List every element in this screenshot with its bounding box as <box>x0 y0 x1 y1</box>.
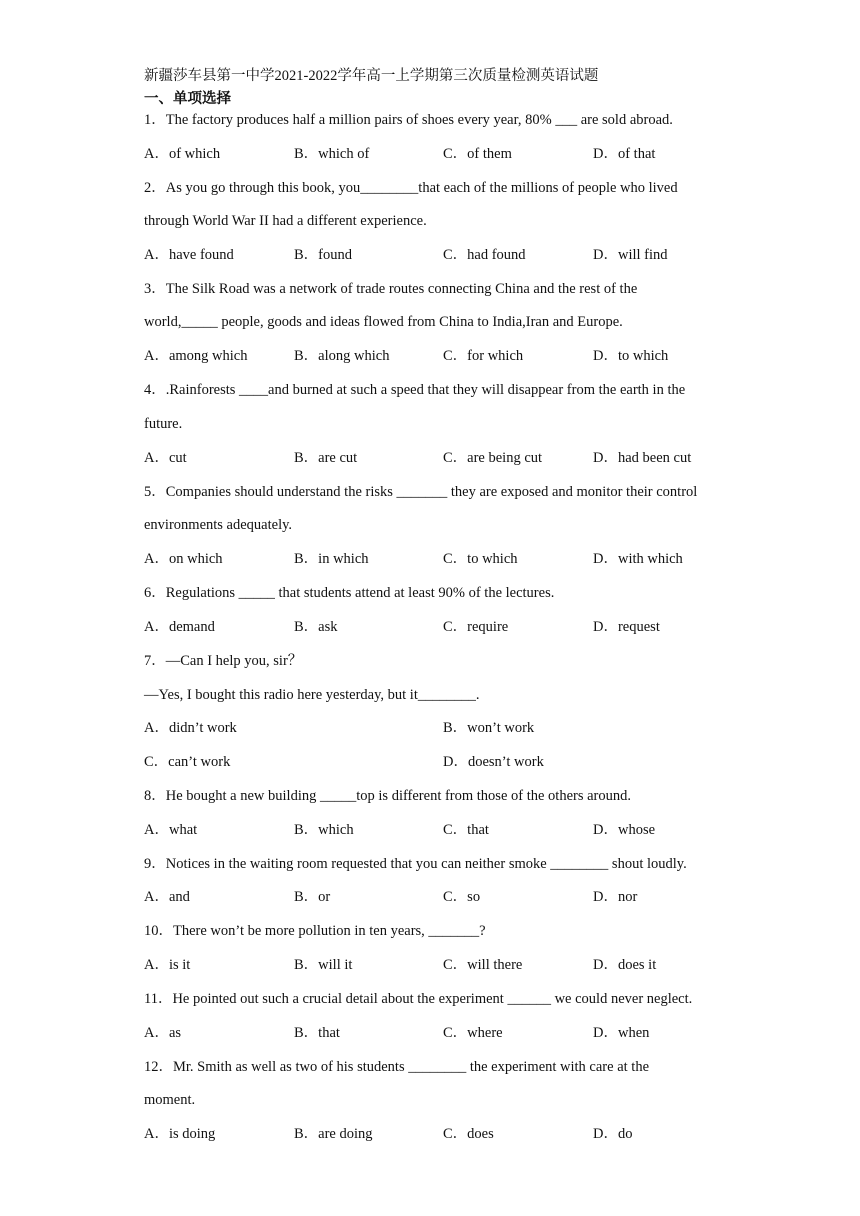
question-7-option: C．can’t work <box>144 754 231 770</box>
question-2-text: through World War II had a different experience. <box>144 213 427 229</box>
question-4-option: B．are cut <box>294 450 358 466</box>
question-1-text: 1．The factory produces half a million pairs of shoes every year, 80% ___ are sold abroad. <box>144 112 673 128</box>
question-2-option: C．had found <box>443 247 526 263</box>
question-6-option: D．request <box>593 619 660 635</box>
question-3-text: world,_____ people, goods and ideas flowed from China to India,Iran and Europe. <box>144 314 623 330</box>
question-5-option: D．with which <box>593 551 683 567</box>
question-4-option: A．cut <box>144 450 187 466</box>
question-10-option: D．does it <box>593 957 657 973</box>
question-4-option: D．had been cut <box>593 450 692 466</box>
question-5-text: environments adequately. <box>144 517 293 533</box>
question-1-option: C．of them <box>443 146 512 162</box>
question-5-text: 5．Companies should understand the risks _______ they are exposed and monitor their control <box>144 484 698 500</box>
question-12-option: B．are doing <box>294 1126 373 1142</box>
question-9-option: B．or <box>294 889 331 905</box>
question-4-option: C．are being cut <box>443 450 543 466</box>
question-9-option: D．nor <box>593 889 638 905</box>
question-8-option: B．which <box>294 822 354 838</box>
question-1-option: A．of which <box>144 146 221 162</box>
question-10-option: C．will there <box>443 957 523 973</box>
question-2-text: 2．As you go through this book, you________that each of the millions of people who lived <box>144 180 678 196</box>
question-1-option: D．of that <box>593 146 656 162</box>
question-12-text: 12．Mr. Smith as well as two of his students ________ the experiment with care at the <box>144 1059 650 1075</box>
question-5-option: A．on which <box>144 551 223 567</box>
question-3-option: B．along which <box>294 348 390 364</box>
question-4-text: future. <box>144 416 183 432</box>
question-12-option: D．do <box>593 1126 633 1142</box>
question-2-option: A．have found <box>144 247 234 263</box>
question-8-option: C．that <box>443 822 489 838</box>
question-7-text: 7．—Can I help you, sir？ <box>144 653 303 669</box>
question-3-option: D．to which <box>593 348 669 364</box>
question-5-option: C．to which <box>443 551 518 567</box>
question-7-option: D．doesn’t work <box>443 754 544 770</box>
question-11-option: B．that <box>294 1025 340 1041</box>
question-5-option: B．in which <box>294 551 369 567</box>
question-9-option: C．so <box>443 889 481 905</box>
question-11-option: D．when <box>593 1025 650 1041</box>
question-3-option: A．among which <box>144 348 248 364</box>
question-6-option: A．demand <box>144 619 215 635</box>
question-4-text: 4．.Rainforests ____and burned at such a speed that they will disappear from the earth in the <box>144 382 686 398</box>
question-9-option: A．and <box>144 889 190 905</box>
page-title: 新疆莎车县第一中学2021-2022学年高一上学期第三次质量检测英语试题 <box>144 68 599 84</box>
question-2-option: B．found <box>294 247 352 263</box>
question-11-option: A．as <box>144 1025 182 1041</box>
question-11-option: C．where <box>443 1025 503 1041</box>
question-11-text: 11．He pointed out such a crucial detail about the experiment ______ we could never neglect. <box>144 991 693 1007</box>
question-6-text: 6．Regulations _____ that students attend at least 90% of the lectures. <box>144 585 555 601</box>
question-8-option: A．what <box>144 822 198 838</box>
question-6-option: C．require <box>443 619 509 635</box>
question-7-option: A．didn’t work <box>144 720 237 736</box>
question-3-text: 3．The Silk Road was a network of trade routes connecting China and the rest of the <box>144 281 638 297</box>
question-1-option: B．which of <box>294 146 370 162</box>
question-10-option: B．will it <box>294 957 353 973</box>
question-3-option: C．for which <box>443 348 524 364</box>
question-10-option: A．is it <box>144 957 191 973</box>
question-2-option: D．will find <box>593 247 668 263</box>
question-8-option: D．whose <box>593 822 656 838</box>
question-12-option: C．does <box>443 1126 494 1142</box>
question-10-text: 10．There won’t be more pollution in ten years, _______? <box>144 923 486 939</box>
question-7-option: B．won’t work <box>443 720 535 736</box>
question-12-text: moment. <box>144 1092 196 1108</box>
question-12-option: A．is doing <box>144 1126 216 1142</box>
question-8-text: 8．He bought a new building _____top is different from those of the others around. <box>144 788 632 804</box>
question-9-text: 9．Notices in the waiting room requested that you can neither smoke ________ shout loudly. <box>144 856 687 872</box>
section-heading: 一、单项选择 <box>144 91 231 107</box>
question-7-text: —Yes, I bought this radio here yesterday, but it________. <box>144 687 480 703</box>
question-6-option: B．ask <box>294 619 338 635</box>
